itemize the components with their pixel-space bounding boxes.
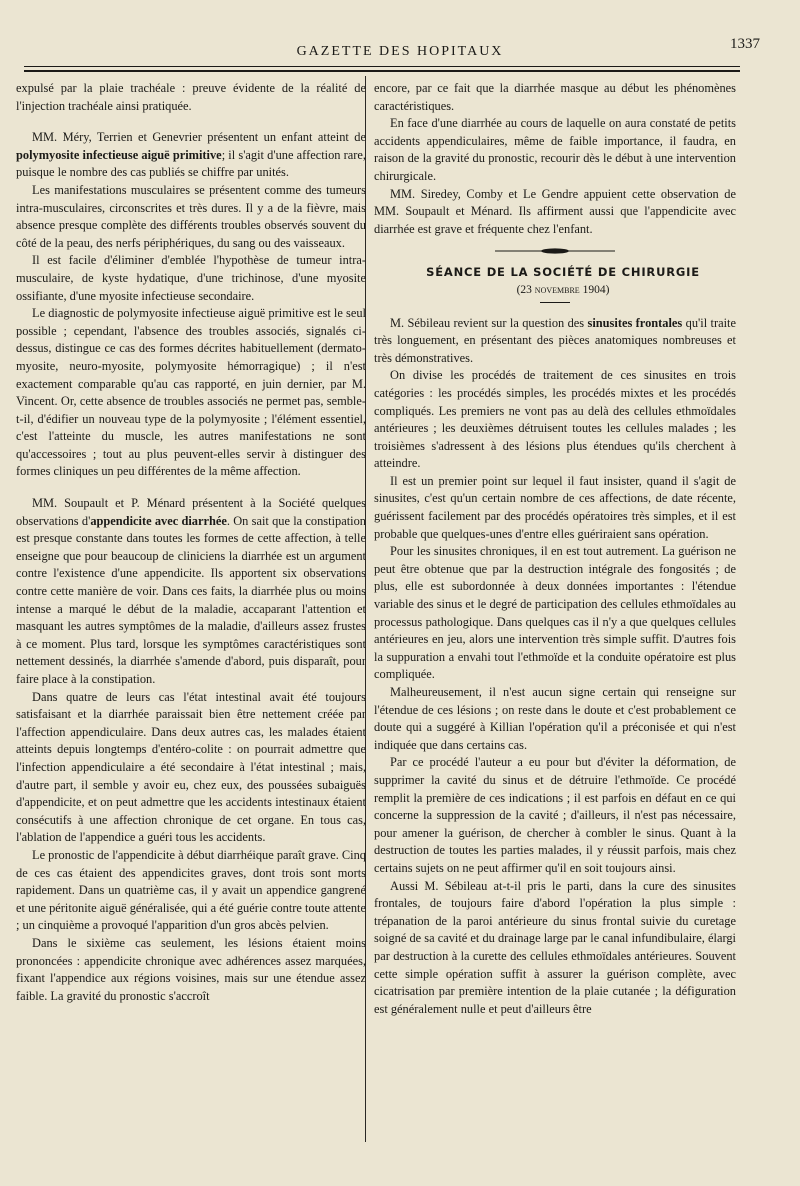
paragraph: MM. Soupault et P. Ménard présentent à la Société quelques observations d'appendicite avec diarrhée. On sait que la constipation est presque constante dans toutes les formes de cette affection, à telle enseigne que pour beaucoup de cliniciens la diarrhée est un argument contre l'existence d'une appendicite. Ils apportent six observations contre cette manière de voir. Dans ces faits, la diarrhée plus ou moins intense a marqué le début de la maladie, accaparant l'attention et masquant les autres symptômes de la maladie, d'ailleurs assez frustes à ce moment. Plus tard, lorsque les symptômes caractéristiques sont nettement dessinés, la diarrhée s'amende d'abord, puis disparaît, pour faire place à la constipation. (16, 496, 366, 686)
paragraph: Pour les sinusites chroniques, il en est tout autrement. La guérison ne peut être obtenue que par la destruction intégrale des fongosités ; de plus, elle est subordonnée à deux données importantes : l'étendue variable des sinus et le degré de participation des cellules ethmoïdales au processus pathologique. Dans quelques cas il n'y a que quelques cellules antérieures en jeu, alors une intervention très simple suffit. D'autres fois la suppuration a envahi tout l'ethmoïde et la conduite opératoire est plus compliquée. (374, 544, 736, 682)
paragraph: Il est un premier point sur lequel il faut insister, quand il s'agit de sinusites, c'est qu'un certain nombre de ces affections, de date récente, guérissent facilement par des procédés opératoires très simples, et il est probable que quelques-unes d'entre elles guériraient sans opération. (374, 473, 736, 541)
paragraph: Aussi M. Sébileau at-t-il pris le parti, dans la cure des sinusites frontales, de toujours faire d'abord l'opération la plus simple : trépanation de la paroi antérieure du sinus frontal suivie du curetage soigné de sa cavité et du drainage large par le canal infundibulaire, élargi par destruction à la curette des cellules ethmoïdales antérieures. Souvent cette simple opération suffit à assurer la guérison complète, avec cicatrisation par première intention de la plaie cutanée ; la défiguration est généralement nulle et peut d'ailleurs être (374, 878, 736, 1016)
subject-bold: sinusites frontales (587, 315, 683, 330)
journal-title: GAZETTE DES HOPITAUX (296, 44, 504, 59)
paragraph: Les manifestations musculaires se présentent comme des tumeurs intra-musculaires, circonscrites et très dures. Il y a de la fièvre, mais absence presque complète des différents troubles observés souvent du côté de la peau, des nerfs périphériques, du sang ou des vaisseaux. (16, 182, 366, 250)
section-date: (23 novembre 1904) (516, 283, 610, 296)
paragraph: expulsé par la plaie trachéale : preuve évidente de la réalité de l'injection trachéale ainsi pratiquée. (16, 81, 366, 113)
paragraph: Il est facile d'éliminer d'emblée l'hypothèse de tumeur intra-musculaire, de kyste hydatique, d'une trichinose, d'une myosite ossifiante, d'une myosite infectieuse secondaire. (16, 253, 366, 303)
page-number: 1337 (730, 36, 760, 52)
left-column (16, 80, 366, 1005)
paragraph: M. Sébileau revient sur la question des sinusites frontales qu'il traite très longuement, en présentant des pièces anatomiques nombreuses et très démonstratives. (374, 315, 736, 365)
paragraph: Le diagnostic de polymyosite infectieuse aiguë primitive est le seul possible ; cependant, l'absence des troubles associés, signalés ci-dessus, distingue ce cas des formes décrites habituellement (dermato-myosite, neuro-myosite, polymyosite hémorragique) ; il n'est exactement comparable qu'au cas rapporté, en juin dernier, par M. Vincent. Or, cette absence de troubles associés ne permet pas, semble-t-il, d'édifier un nouveau type de la polymyosite ; l'élément essentiel, c'est l'atteinte du muscle, les autres manifestations ne sont qu'accessoires ; tout au plus peuvent-elles servir à distinguer des formes cliniques un peu différentes de la même affection. (16, 306, 366, 479)
section-title: SÉANCE DE LA SOCIÉTÉ DE CHIRURGIE (426, 265, 700, 280)
paragraph: MM. Méry, Terrien et Genevrier présentent un enfant atteint de polymyosite infectieuse aiguë primitive; il s'agit d'une affection rare, puisque le nombre des cas publiés se chiffre par unités. (16, 130, 366, 180)
paragraph: On divise les procédés de traitement de ces sinusites en trois catégories : les procédés simples, les procédés mixtes et les procédés compliqués. Les premiers ne vont pas au delà des cellules ethmoïdales antérieures ; les deuxièmes détruisent toutes les cellules malades ; les troisièmes s'adressent à des lésions plus étendues qu'ils cherchent à atteindre. (374, 368, 736, 471)
paragraph: encore, par ce fait que la diarrhée masque au début les phénomènes caractéristiques. (374, 81, 736, 113)
paragraph: Le pronostic de l'appendicite à début diarrhéique paraît grave. Cinq de ces cas étaient des appendicites graves, dont trois sont morts rapidement. Dans un quatrième cas, il y avait un appendice gangrené et une péritonite aiguë généralisée, qui a été guérie contre toute attente ; un cinquième a provoqué l'apparition d'un gros abcès pelvien. (16, 847, 366, 933)
subject-bold: appendicite avec diarrhée (90, 513, 227, 528)
paragraph: MM. Siredey, Comby et Le Gendre appuient cette observation de MM. Soupault et Ménard. Ils affirment aussi que l'appendicite avec diarrhée est grave et fréquente chez l'enfant. (374, 186, 736, 236)
paragraph: En face d'une diarrhée au cours de laquelle on aura constaté de petits accidents appendiculaires, même de faible importance, il faudra, en raison de la gravité du pronostic, recourir dès le début à une intervention chirurgicale. (374, 116, 736, 183)
section-dash (540, 302, 570, 303)
paragraph: Dans le sixième cas seulement, les lésions étaient moins prononcées : appendicite chronique avec adhérences assez marquées, fixant l'appendice aux régions voisines, mais sur une étendue assez faible. La gravité du pronostic s'accroît (16, 935, 366, 1003)
header-rule-thick (24, 70, 740, 72)
section-ornament (495, 248, 615, 254)
paragraph: Par ce procédé l'auteur a eu pour but d'éviter la déformation, de supprimer la cavité du sinus et de détruire l'ethmoïde. Ce procédé remplit la première de ces indications ; il est parfois en défaut en ce qui concerne la suppression de la cavité ; d'ailleurs, il n'est pas nécessaire, pour amener la guérison, de chercher à combler le sinus. Quant à la destruction de toutes les parties malades, il y réussit parfois, mais chez certains sujets on ne peut affirmer qu'il en soit toujours ainsi. (374, 755, 736, 875)
right-column (374, 80, 736, 1018)
paragraph: Malheureusement, il n'est aucun signe certain qui renseigne sur l'étendue de ces lésions ; on reste dans le doute et c'est probablement ce doute qui a suggéré à Killian l'opération qu'il a préconisée et qui n'est indiquée que dans certains cas. (374, 685, 736, 752)
paragraph: Dans quatre de leurs cas l'état intestinal avait été toujours satisfaisant et la diarrhée paraissait bien être nettement créée par l'affection appendiculaire. Dans deux autres cas, les malades étaient atteints depuis longtemps d'entéro-colite : on pourrait admettre que l'infection appendiculaire a été secondaire à l'état intestinal ; mais, d'autre part, il semble y avoir eu, chez eux, des poussées subaiguës d'appendicite, et on peut admettre que les accidents intestinaux étaient consécutifs à une affection chronique de cet organe. En tous cas, l'ablation de l'appendice a guéri tous les accidents. (16, 689, 366, 845)
page-header (0, 36, 800, 66)
subject-bold: polymyosite infectieuse aiguë primitive (16, 147, 222, 162)
header-rule-thin (24, 66, 740, 67)
